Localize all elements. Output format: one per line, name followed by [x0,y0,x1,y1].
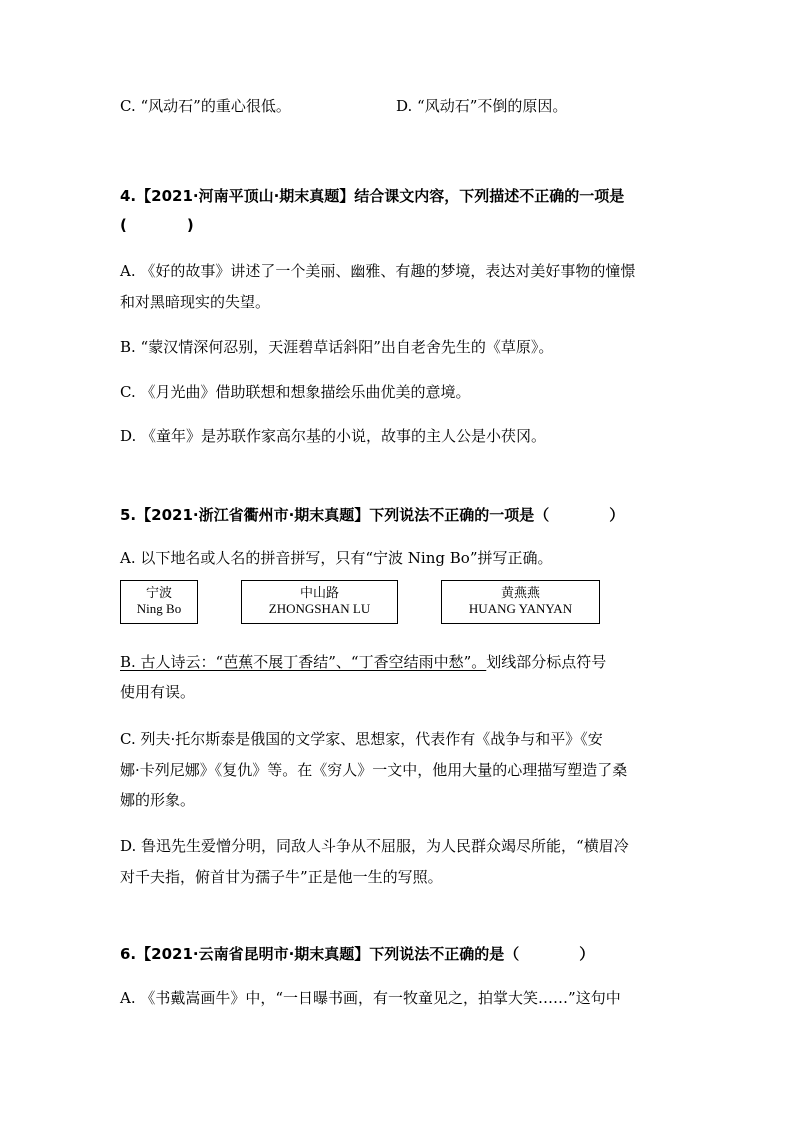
q4-title: 4.【2021·河南平顶山·期末真题】结合课文内容，下列描述不正确的一项是 [120,187,625,205]
q4-answer-paren: ( ) [120,216,194,234]
q4-option-a-line2: 和对黑暗现实的失望。 [120,293,271,311]
pinyin-box-pinyin: HUANG YANYAN [468,601,573,616]
q3-option-c: C. “风动石”的重心很低。 [120,97,291,115]
q5-option-b-underlined: B. 古人诗云：“芭蕉不展丁香结”、“丁香空结雨中愁”。 [120,653,487,671]
pinyin-box-hanzi: 宁波 [145,585,172,600]
pinyin-box-zhongshanlu [241,580,398,624]
q4-option-d: D. 《童年》是苏联作家高尔基的小说，故事的主人公是小茯冈。 [120,427,547,445]
q6-title: 6.【2021·云南省昆明市·期末真题】下列说法不正确的是（ ） [120,945,595,963]
q6-option-a-line1: A. 《书戴嵩画牛》中，“一日曝书画，有一牧童见之，拍掌大笑……”这句中 [120,989,621,1007]
q5-option-b-line1 [120,652,606,672]
q5-option-a: A. 以下地名或人名的拼音拼写，只有“宁波 Ning Bo”拼写正确。 [120,549,553,567]
q5-option-c-line3: 娜的形象。 [120,791,196,809]
q5-option-b-rest: 划线部分标点符号 [486,653,607,671]
pinyin-box-huangyanyan [441,580,600,624]
q4-option-c: C. 《月光曲》借助联想和想象描绘乐曲优美的意境。 [120,383,471,401]
q3-option-d: D. “风动石”不倒的原因。 [396,97,568,115]
pinyin-box-hanzi: 黄燕燕 [500,585,540,600]
q4-option-b: B. “蒙汉情深何忍别，天涯碧草话斜阳”出自老舍先生的《草原》。 [120,338,554,356]
q5-option-b-line2: 使用有误。 [120,683,196,701]
q5-option-d-line2: 对千夫指，俯首甘为孺子牛”正是他一生的写照。 [120,868,443,886]
q4-option-a-line1: A. 《好的故事》讲述了一个美丽、幽雅、有趣的梦境，表达对美好事物的憧憬 [120,262,636,280]
pinyin-box-pinyin: ZHONGSHAN LU [268,601,371,616]
q5-option-c-line1: C. 列夫·托尔斯泰是俄国的文学家、思想家，代表作有《战争与和平》《安 [120,730,603,748]
q5-title: 5.【2021·浙江省衢州市·期末真题】下列说法不正确的一项是（ ） [120,506,625,524]
pinyin-box-pinyin: Ning Bo [136,601,182,616]
q5-option-c-line2: 娜·卡列尼娜》《复仇》等。在《穷人》一文中，他用大量的心理描写塑造了桑 [120,761,628,779]
pinyin-box-hanzi: 中山路 [299,585,339,600]
pinyin-box-ningbo [120,580,198,624]
q5-option-d-line1: D. 鲁迅先生爱憎分明，同敌人斗争从不屈服，为人民群众竭尽所能，“横眉冷 [120,837,629,855]
